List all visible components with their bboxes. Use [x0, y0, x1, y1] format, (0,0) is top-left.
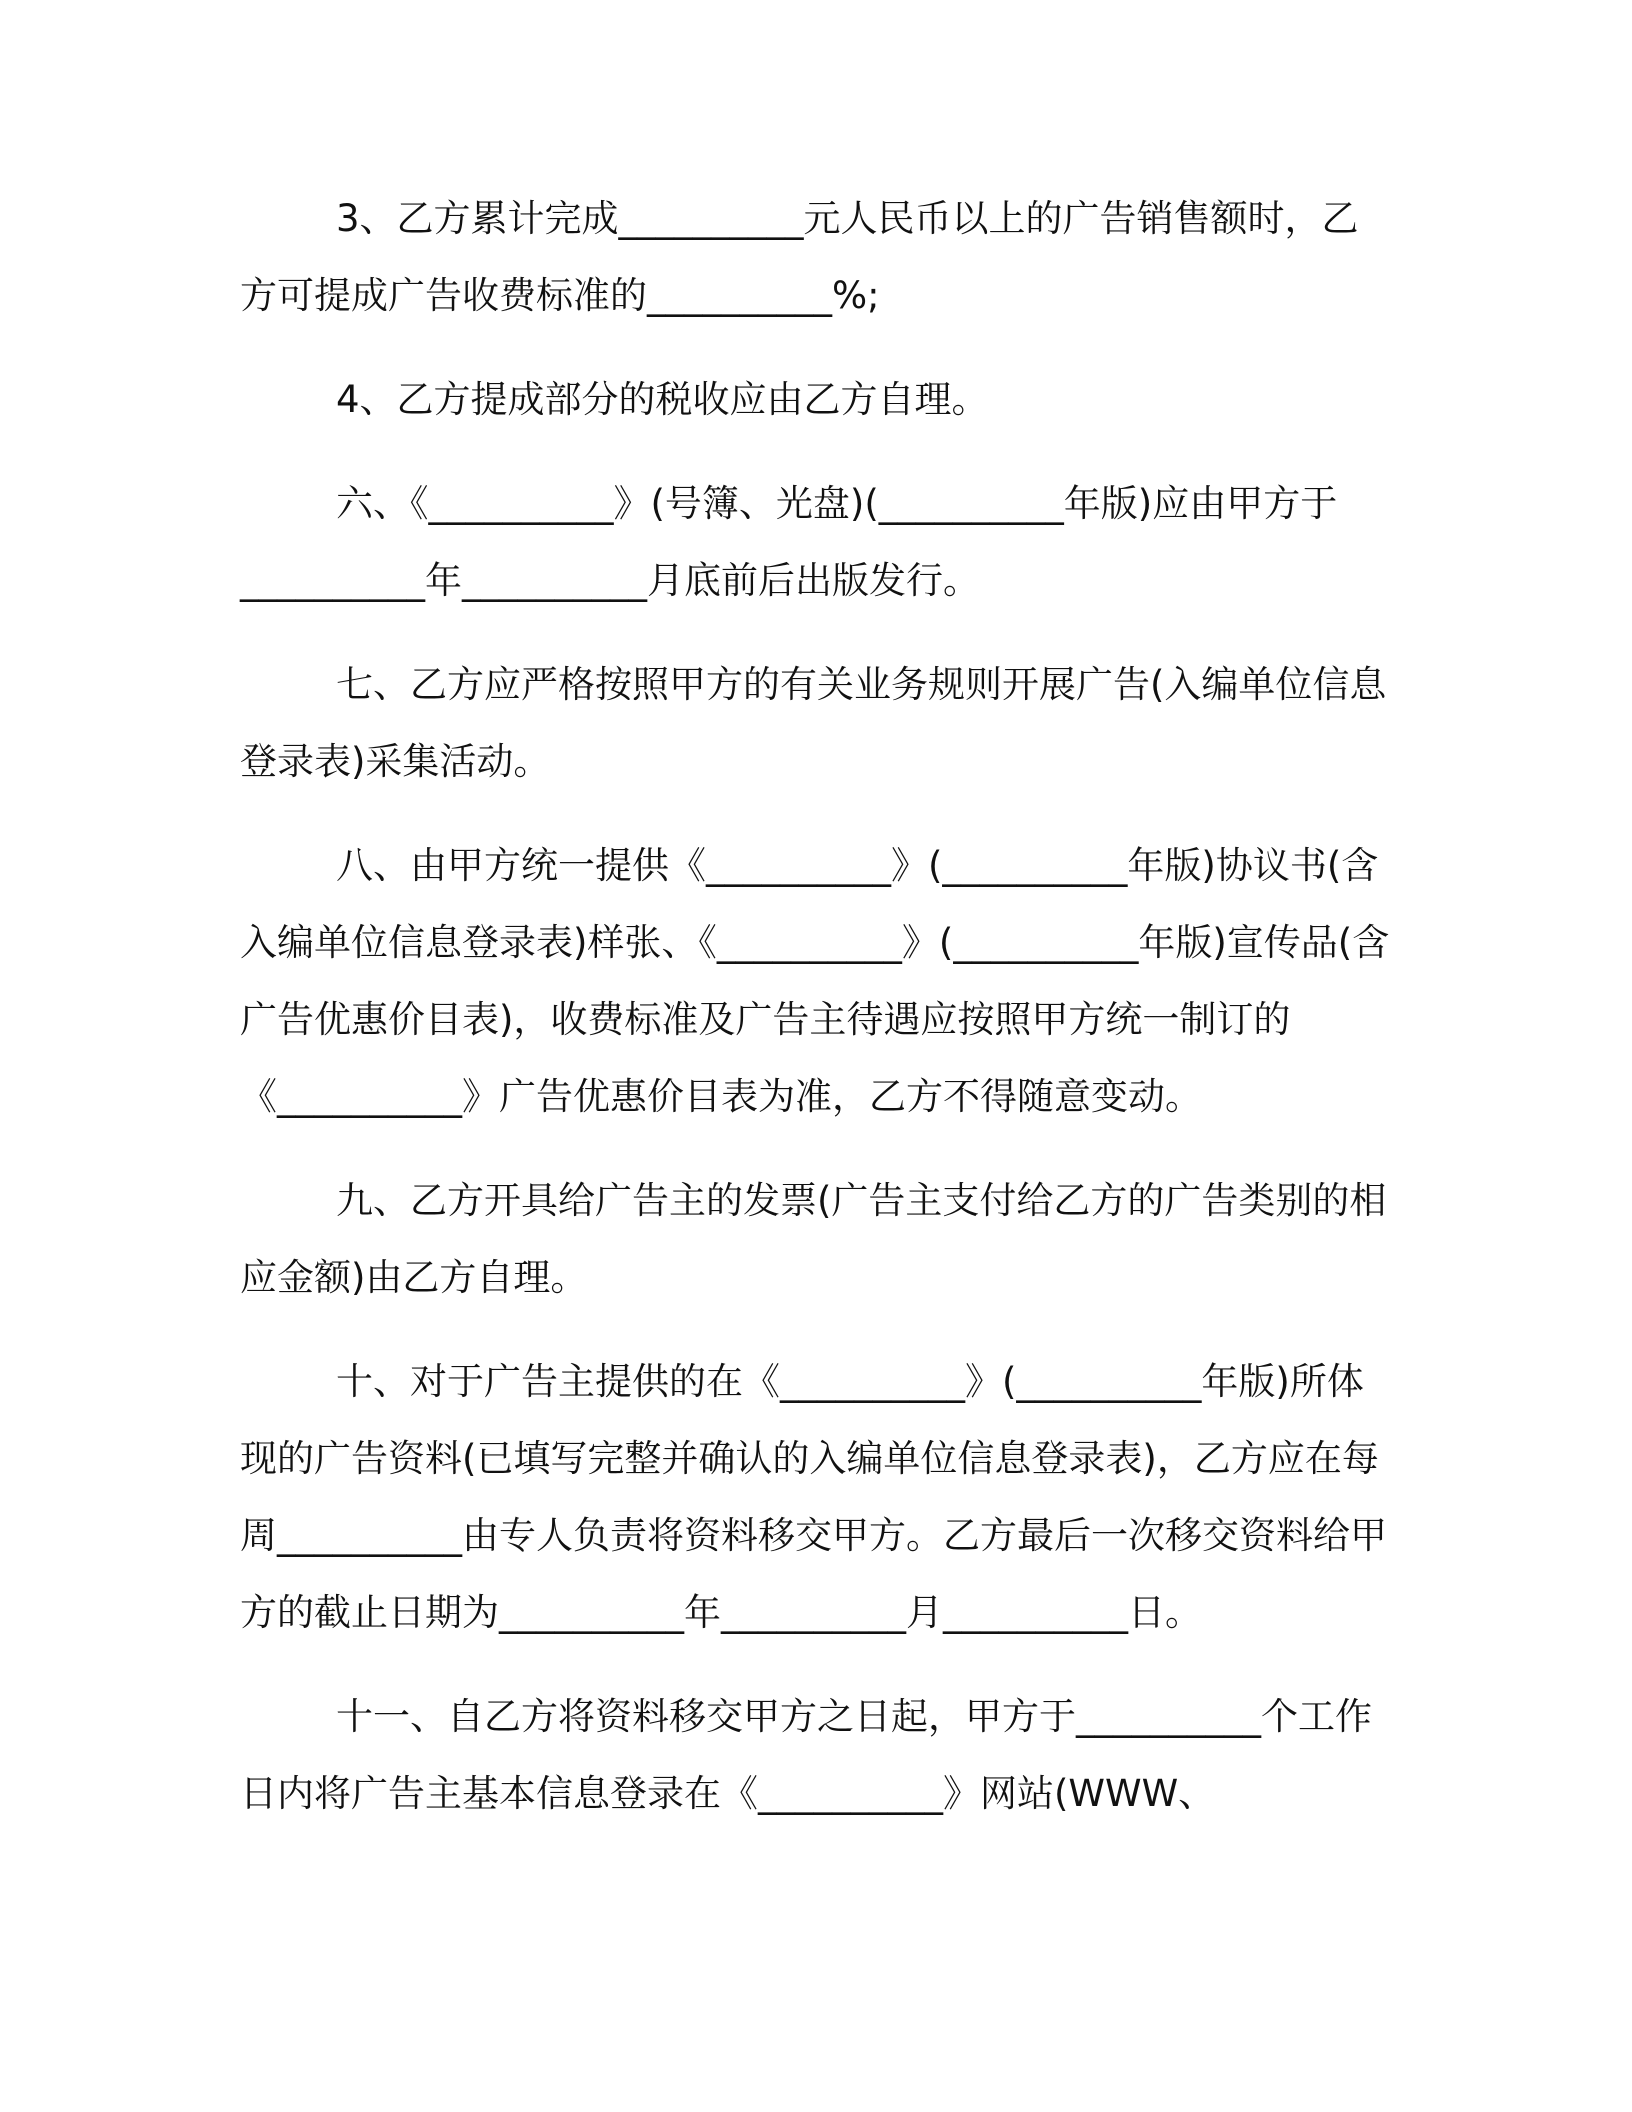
clause-4-tax: 4、乙方提成部分的税收应由乙方自理。: [336, 378, 989, 421]
clause-8-materials: 八、由甲方统一提供《__________》(__________年版)协议书(含入编单位信息登录表)样张、《__________》(__________年版)宣传品(含广告优惠价目表)，收费标准及广告主待遇应按照甲方统一制订的《__________》广告优惠价目表为准，乙方不得随意变动。: [240, 844, 1390, 1118]
document-page: [240, 180, 1390, 1859]
clause-10-data-transfer: 十、对于广告主提供的在《__________》(__________年版)所体现的广告资料(已填写完整并确认的入编单位信息登录表)，乙方应在每周__________由专人负责将资料移交甲方。乙方最后一次移交资料给甲方的截止日期为__________年__________月__________日。: [240, 1360, 1387, 1634]
clause-9-invoice: 九、乙方开具给广告主的发票(广告主支付给乙方的广告类别的相应金额)由乙方自理。: [240, 1179, 1387, 1299]
clause-11-website-registration: 十一、自乙方将资料移交甲方之日起，甲方于__________个工作日内将广告主基本信息登录在《__________》网站(WWW、: [240, 1695, 1372, 1815]
clause-7-business-rules: 七、乙方应严格按照甲方的有关业务规则开展广告(入编单位信息登录表)采集活动。: [240, 663, 1387, 783]
clause-6-publication: 六、《__________》(号簿、光盘)(__________年版)应由甲方于__________年__________月底前后出版发行。: [240, 482, 1338, 602]
clause-3-commission-threshold: 3、乙方累计完成__________元人民币以上的广告销售额时，乙方可提成广告收费标准的__________%;: [240, 197, 1359, 317]
